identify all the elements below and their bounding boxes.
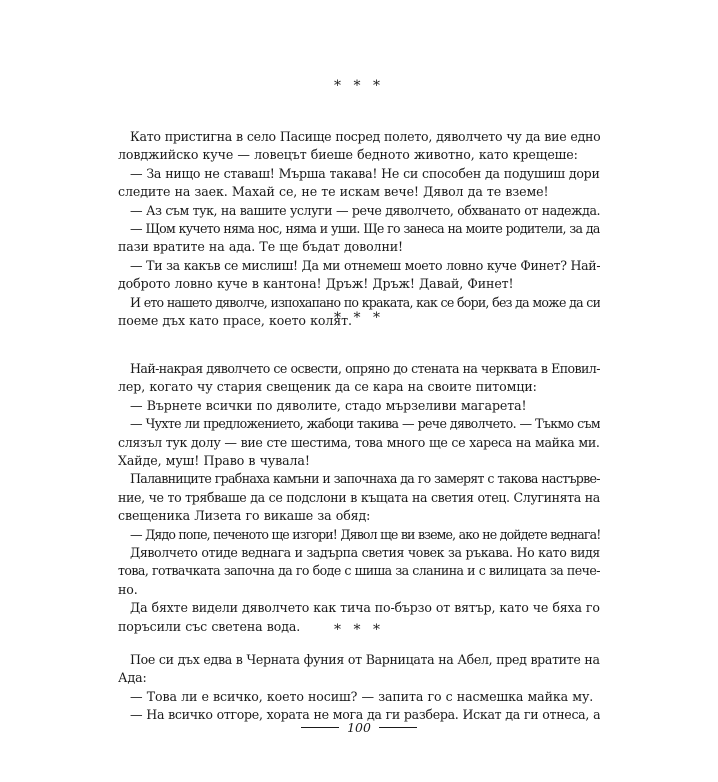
text-line: — Ти за какъв се мислиш! Да ми отнемеш моето ловно куче Финет? Най-: [130, 257, 600, 273]
text-line: поръсили със светена вода.: [118, 618, 301, 634]
page-number: 100: [347, 720, 371, 735]
text-line: слязъл тук долу — вие сте шестима, това много ще се хареса на майка ми.: [118, 434, 600, 450]
section-divider: * * *: [334, 622, 384, 638]
text-line: но.: [118, 581, 138, 597]
text-line: ловджийско куче — ловецът биеше бедното животно, като крещеше:: [118, 147, 578, 163]
text-line: — Върнете всички по дяволите, стадо мързеливи магарета!: [130, 397, 527, 413]
text-line: — Дядо попе, печеното ще изгори! Дявол ще ви вземе, ако не дойдете веднага!: [130, 526, 600, 542]
page-footer: [0, 720, 718, 735]
text-line: — Чухте ли предложението, жабоци такива — рече дяволчето. — Тъкмо съм: [130, 416, 600, 432]
text-line: — Това ли е всичко, което носиш? — запита го с насмешка майка му.: [130, 688, 594, 704]
text-line: — За нищо не ставаш! Мърша такава! Не си способен да подушиш дори: [130, 165, 600, 181]
text-line: Палавниците грабнаха камъни и започнаха да го замерят с такова настървe-: [130, 471, 600, 487]
text-line: Да бяхте видели дяволчето как тича по-бързо от вятър, като че бяха го: [130, 600, 600, 616]
text-section-2: [118, 360, 600, 636]
text-section-1: [118, 128, 600, 330]
text-line: Ада:: [118, 670, 147, 686]
text-line: лер, когато чу стария свещеник да се кара на своите питомци:: [118, 379, 537, 395]
text-section-3: [118, 651, 600, 725]
text-line: поеме дъх като прасе, което колят.: [118, 313, 352, 329]
text-line: пази вратите на ада. Те ще бъдат доволни!: [118, 239, 404, 255]
section-divider: * * *: [334, 310, 384, 326]
text-line: ние, че то трябваше да се подслони в къщата на светия отец. Слугинята на: [118, 489, 600, 505]
text-line: — Аз съм тук, на вашите услуги — рече дяволчето, обхванато от надежда.: [130, 202, 600, 218]
text-line: доброто ловно куче в кантона! Дръж! Дръж! Давай, Финет!: [118, 276, 514, 292]
section-divider: * * *: [334, 78, 384, 94]
text-line: Най-накрая дяволчето се освести, опряно до стената на черквата в Еповил-: [130, 361, 600, 376]
text-line: следите на заек. Махай се, не те искам вече! Дявол да те вземе!: [118, 184, 549, 200]
text-line: Пое си дъх едва в Черната фуния от Варницата на Абел, пред вратите на: [130, 652, 600, 667]
text-line: свещеника Лизета го викаше за обяд:: [118, 508, 371, 524]
text-line: — На всичко отгоре, хората не мога да ги разбера. Искат да ги отнеса, а: [130, 707, 600, 723]
footer-rule-right: [379, 727, 417, 728]
text-line: Хайде, муш! Право в чувала!: [118, 453, 310, 469]
text-line: И ето нашето дяволче, изпохапано по краката, как се бори, без да може да си: [130, 294, 600, 310]
text-line: Като пристигна в село Пасище посред полето, дяволчето чу да вие едно: [130, 129, 600, 144]
footer-rule-left: [301, 727, 339, 728]
text-line: — Щом кучето няма нос, няма и уши. Ще го занеса на моите родители, за да: [130, 221, 600, 237]
text-line: Дяволчето отиде веднага и задърпа светия човек за ръкава. Но като видя: [130, 545, 600, 561]
text-line: това, готвачката започна да го боде с шиша за сланина и с вилицата за пече-: [118, 563, 600, 579]
